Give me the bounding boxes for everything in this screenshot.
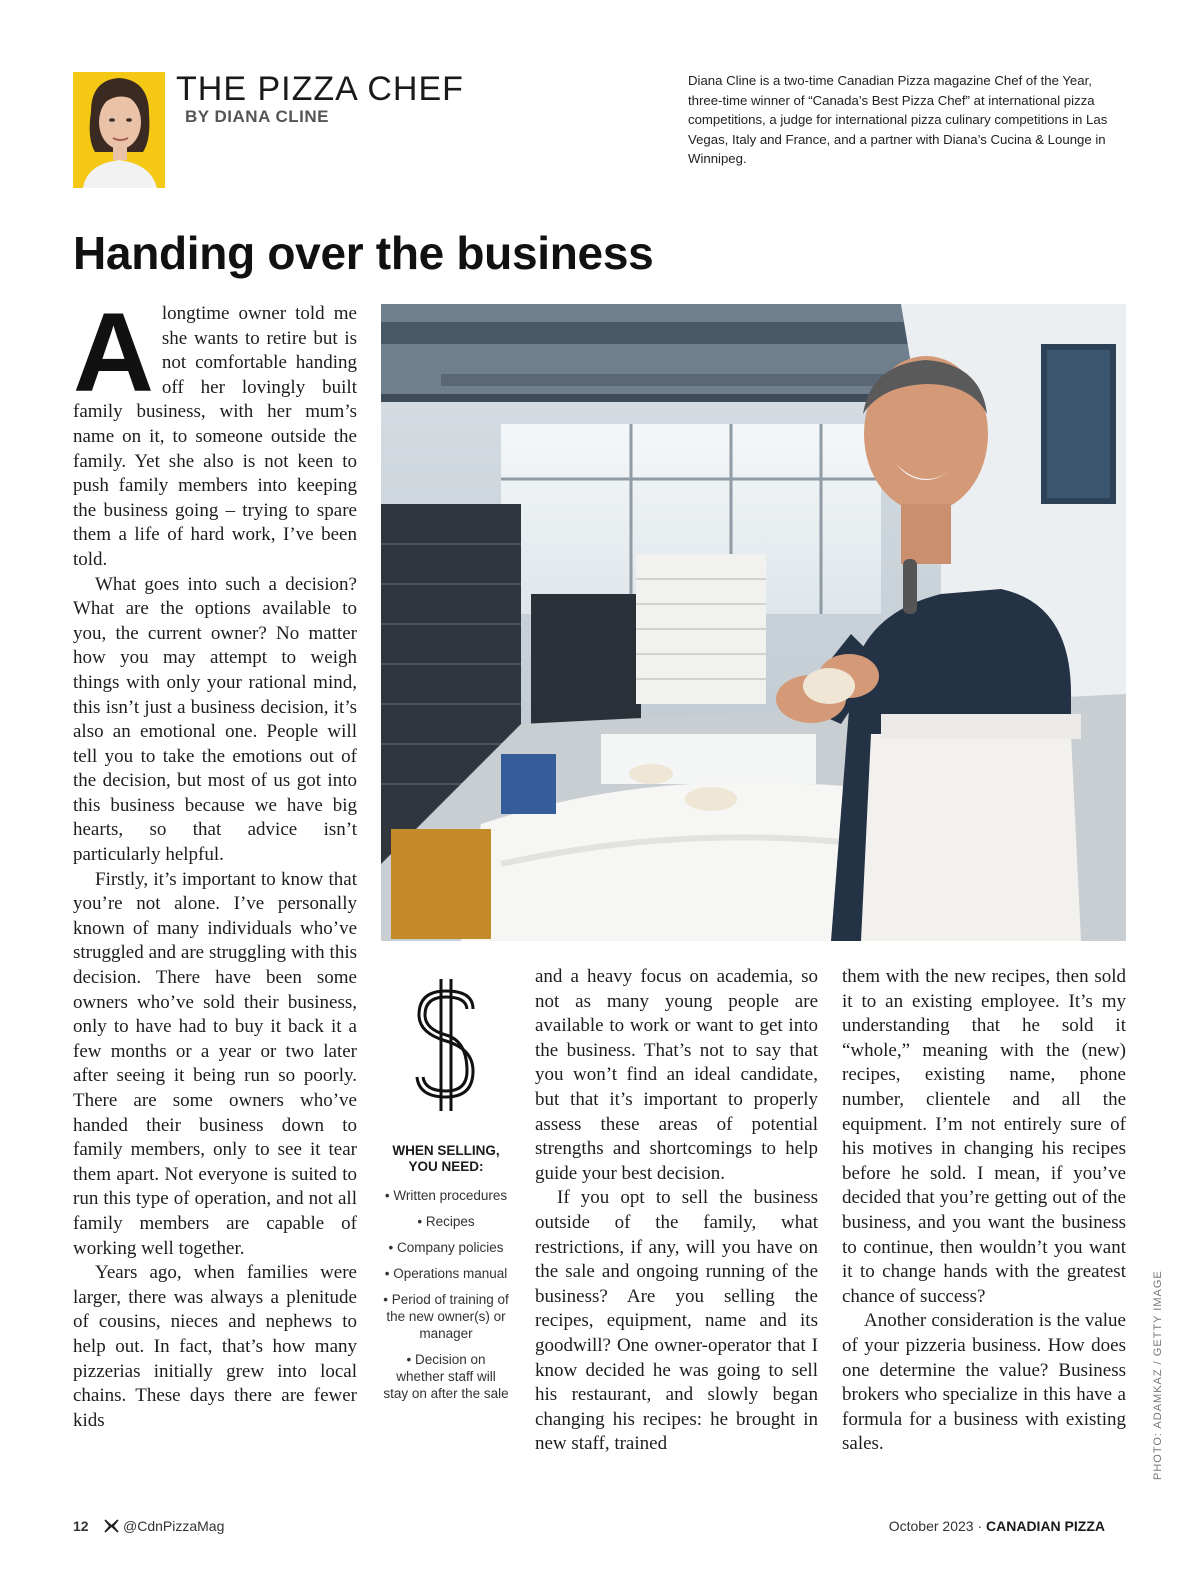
sidebar-list-item: • Recipes: [417, 1214, 475, 1229]
photo-credit: PHOTO: ADAMKAZ / GETTY IMAGE: [1152, 1270, 1164, 1480]
sidebar-list-item: • Decision on whether staff will stay on after the sale: [383, 1352, 509, 1401]
article-paragraph: Another consideration is the value of your pizzeria business. How does one determine the value? Business brokers who specialize in this have a formula for a business with existing sales.: [842, 1310, 1126, 1455]
selling-checklist-sidebar: [381, 975, 511, 1411]
article-column-1: [73, 290, 357, 1433]
article-paragraph: Firstly, it’s important to know that you’re not alone. I’ve personally known of many individuals who’ve struggled and are struggling with this decision. There have been some owners who’ve sold their business, only to have had to buy it back it a few months or a year or two later after seeing it being run so poorly. There are some owners who’ve handed their business down to family members, only to see it tear them apart. Not everyone is suited to run this type of operation, and not all family members are capable of working well together.: [73, 868, 357, 1259]
dollar-sign-icon: [411, 975, 481, 1115]
article-column-3: [535, 965, 818, 1457]
article-paragraph: and a heavy focus on academia, so not as many young people are available to work or want to get into the business. That’s not to say that you won’t find an ideal candidate, but that it’s important to properly assess these areas of potential strengths and shortcomings to help guide your best decision.: [535, 966, 818, 1184]
article-column-4: [842, 965, 1126, 1457]
social-handle[interactable]: [104, 1518, 224, 1534]
article-paragraph: them with the new recipes, then sold it to an existing employee. It’s my understanding that he sold it “whole,” meaning with the (new) recipes, existing name, phone number, clientele and all the equipment. I’m not entirely sure of his motives in changing his recipes before he sold. I mean, if you’ve decided that you’re getting out of the business, and you want the business to continue, then wouldn’t you want it to change hands with the greatest chance of success?: [842, 966, 1126, 1307]
article-photo: [381, 304, 1126, 941]
sidebar-list-item: • Company policies: [388, 1240, 504, 1255]
article-headline: Handing over the business: [73, 227, 654, 279]
drop-cap: A: [73, 290, 154, 415]
sidebar-list: [381, 1187, 511, 1402]
issue-info: [889, 1518, 1105, 1534]
column-byline: BY DIANA CLINE: [185, 107, 329, 126]
sidebar-list-item: • Operations manual: [384, 1266, 508, 1281]
article-paragraph: What goes into such a decision? What are the options available to you, the current owner? No matter how you may attempt to weigh things with only your rational mind, this isn’t just a business decision, it’s also an emotional one. People will tell you to take the emotions out of the decision, but most of us got into this business because we have big hearts, so that advice isn’t particularly helpful.: [73, 573, 357, 866]
article-paragraph: Alongtime owner told me she wants to retire but is not comfortable handing off her lovingly built family business, with her mum’s name on it, to someone outside the family. Yet she also is not keen to push family members into keeping the business going – trying to spare them a life of hard work, I’ve been told.: [73, 290, 357, 570]
sidebar-list-item: • Written procedures: [384, 1188, 508, 1203]
author-portrait: [73, 72, 165, 188]
article-paragraph: Years ago, when families were larger, there was always a plenitude of cousins, nieces and nephews to help out. In fact, that’s how many pizzerias initially grew into local chains. These days there are fewer kids: [73, 1262, 357, 1431]
social-handle-text: @CdnPizzaMag: [123, 1518, 225, 1534]
sidebar-list-item: • Period of training of the new owner(s) or manager: [383, 1292, 509, 1341]
article-paragraph: If you opt to sell the business outside of the family, what restrictions, if any, will you have on the sale and ongoing running of the business? Are you selling the recipes, equipment, name and its goodwill? One owner-operator that I know decided he was going to sell his restaurant, and slowly began changing his recipes: he brought in new staff, trained: [535, 1187, 818, 1455]
sidebar-title: WHEN SELLING, YOU NEED:: [392, 1143, 500, 1174]
issue-date: October 2023 ·: [888, 1518, 986, 1534]
magazine-name: CANADIAN PIZZA: [986, 1518, 1105, 1534]
page-number: 12: [73, 1518, 89, 1534]
x-logo-icon: [104, 1519, 119, 1533]
author-bio: Diana Cline is a two-time Canadian Pizza magazine Chef of the Year, three-time winner of “Canada’s Best Pizza Chef” at international pizza competitions, a judge for international pizza culinary competitions in Las Vegas, Italy and France, and a partner with Diana’s Cucina & Lounge in Winnipeg.: [688, 73, 1108, 166]
column-kicker: THE PIZZA CHEF: [176, 70, 464, 108]
